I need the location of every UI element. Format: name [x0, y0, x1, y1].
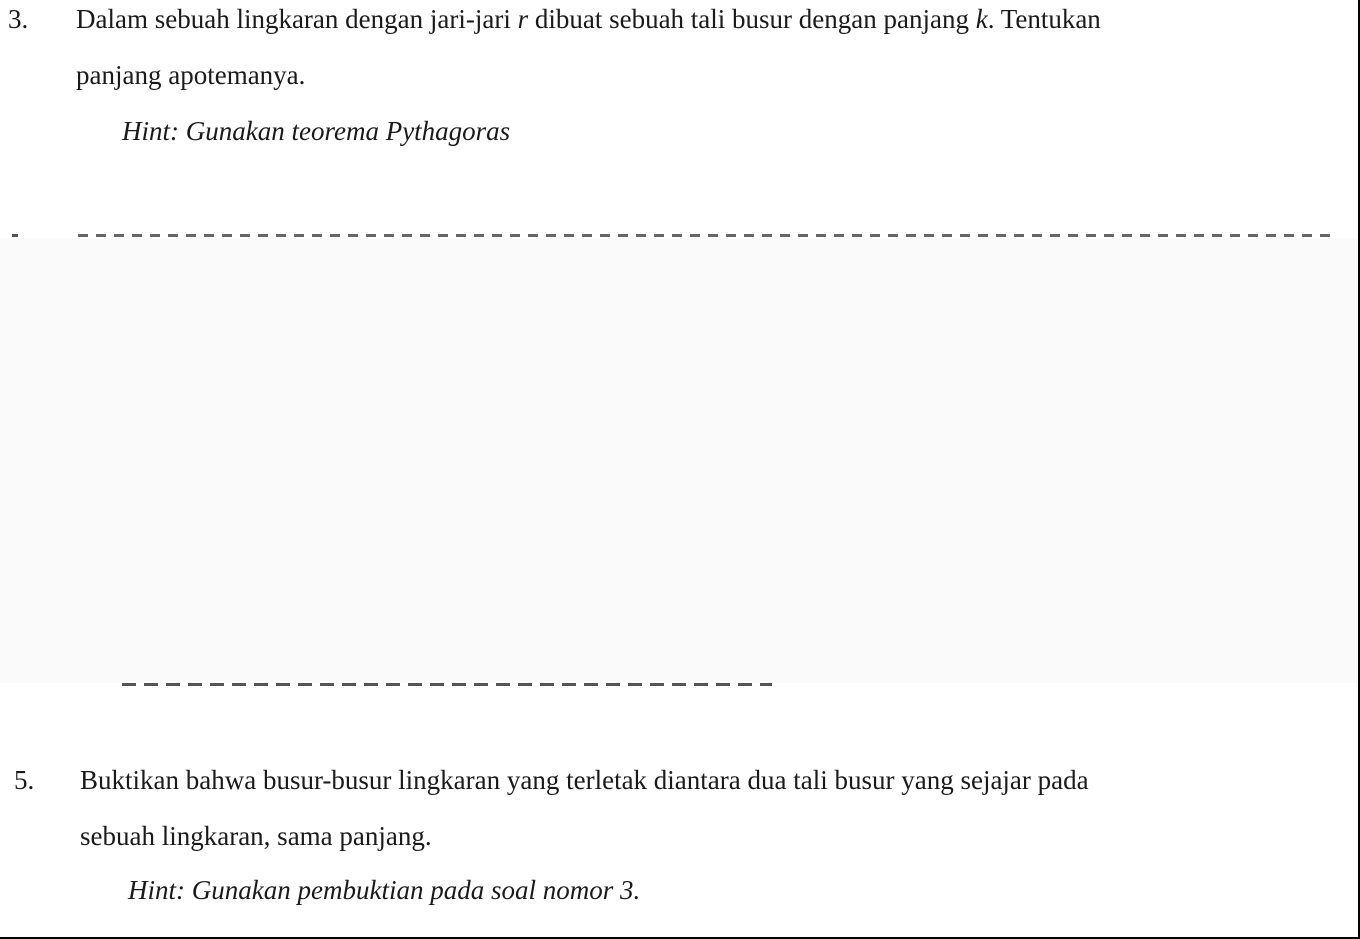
problem-3-text-c: . Tentukan [987, 4, 1101, 34]
occluded-region [0, 238, 1358, 683]
variable-k: k [975, 4, 988, 34]
problem-5-line-2: sebuah lingkaran, sama panjang. [80, 821, 432, 851]
problem-5-hint: Hint: Gunakan pembuktian pada soal nomor 3. [128, 875, 641, 905]
problem-3-number: 3. [8, 4, 29, 34]
problem-3-text-b: dibuat sebuah tali busur dengan panjang [528, 4, 976, 34]
problem-3-hint: Hint: Gunakan teorema Pythagoras [122, 116, 511, 146]
problem-3-line-1 [76, 4, 1101, 35]
clipped-text-bottom [0, 683, 800, 687]
problem-5-line-1: Buktikan bahwa busur-busur lingkaran yang terletak diantara dua tali busur yang sejajar pada [80, 765, 1089, 795]
problem-3-line-2: panjang apotemanya. [76, 60, 306, 90]
problem-5-number: 5. [14, 765, 35, 795]
variable-r: r [517, 4, 529, 34]
problem-3-text-a: Dalam sebuah lingkaran dengan jari-jari [76, 4, 518, 34]
